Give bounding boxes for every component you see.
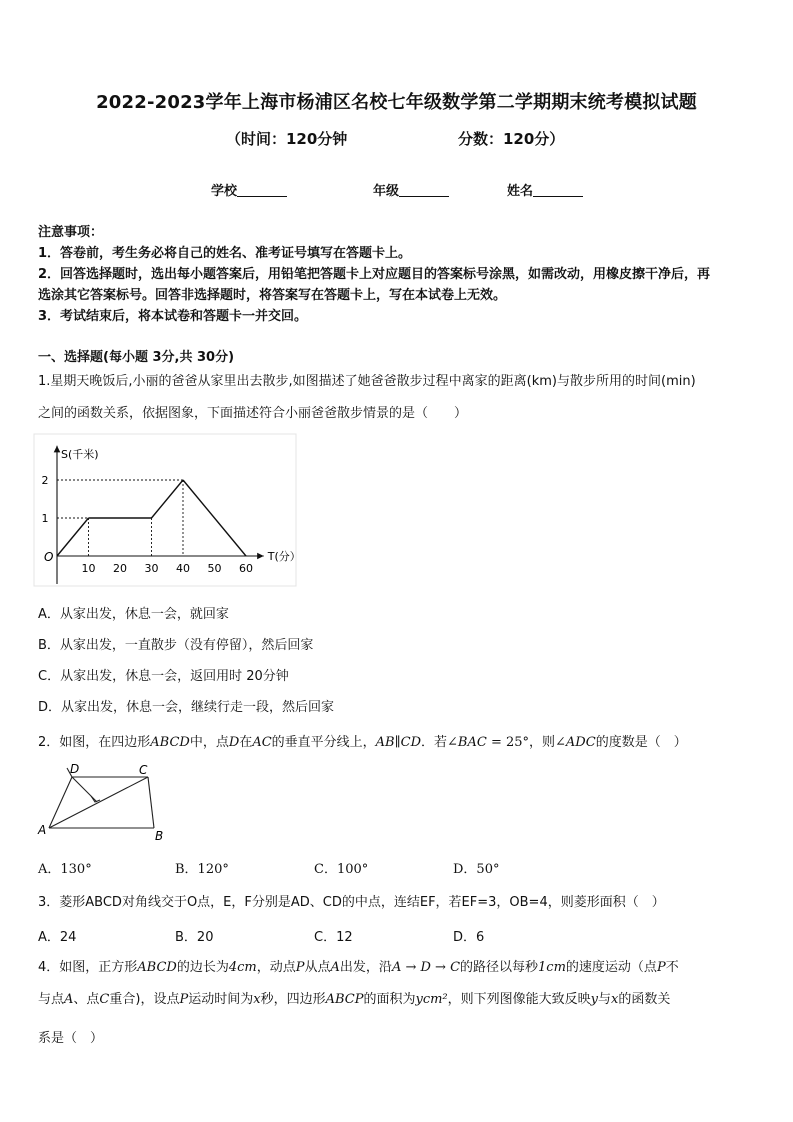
name-field [507, 180, 583, 199]
q4-text-8: 不 [665, 960, 679, 975]
notice-item-2b: 选涂其它答案标号。回答非选择题时，将答案写在答题卡上，写在本试卷上无效。 [38, 288, 507, 303]
section-heading: 一、选择题(每小题 3分,共 30分) [38, 350, 235, 365]
q3-stem: 3．菱形ABCD对角线交于O点，E，F分别是AD、CD的中点，连结EF，若EF=3，OB=4，则菱形面积（ ） [38, 895, 665, 910]
q2-point-d: D [228, 735, 240, 750]
q2-side-ad [49, 777, 72, 828]
q2-option-c[interactable]: C．100° [314, 862, 369, 877]
grade-blank [399, 182, 449, 197]
notice-item-1: 1．答卷前，考生务必将自己的姓名、准考证号填写在答题卡上。 [38, 246, 412, 261]
q4-text-16: 与 [598, 992, 612, 1007]
q4-area-unit: ycm² [415, 992, 448, 1007]
q2-text-2: 中，点 [189, 735, 229, 750]
q2-label-b: B [155, 829, 164, 843]
q4-speed: 1cm [538, 960, 566, 975]
q2-stem [38, 733, 763, 753]
q2-text-3: 在 [239, 735, 253, 750]
q4-text-15: ，则下列图像能大致反映 [447, 992, 591, 1007]
notice-heading: 注意事项： [38, 225, 104, 240]
q1-line1: 1.星期天晚饭后,小丽的爸爸从家里出去散步,如图描述了她爸爸散步过程中离家的距离(km)与散步所用的时间(min) [38, 374, 696, 389]
school-field [211, 180, 287, 199]
q4-text-11: 重合)，设点 [109, 992, 180, 1007]
q4-text-1: 4．如图，正方形 [38, 960, 138, 975]
grade-label: 年级 [373, 184, 400, 199]
name-blank [533, 182, 583, 197]
q3-option-a[interactable]: A．24 [38, 930, 77, 945]
q4-text-9: 与点 [38, 992, 65, 1007]
x-tick-label-20: 20 [113, 562, 127, 575]
q4-line2 [38, 990, 763, 1010]
q4-var-x-2: x [611, 992, 619, 1007]
q4-point-p-2: P [656, 960, 666, 975]
q1-option-a[interactable]: A．从家出发，休息一会，就回家 [38, 607, 229, 622]
q4-point-a: A [330, 960, 340, 975]
q2-ab: AB [375, 735, 395, 750]
q2-cd: CD [400, 735, 422, 750]
q2-text-5: ．若 [421, 735, 448, 750]
q2-option-b[interactable]: B．120° [175, 862, 229, 877]
q4-text-14: 的面积为 [363, 992, 416, 1007]
q4-text-10: 、点 [73, 992, 100, 1007]
x-tick-label-50: 50 [207, 562, 222, 575]
q2-angle-adc: ∠ADC [555, 735, 596, 750]
q4-path: A → D → C [391, 960, 461, 975]
q3-option-d[interactable]: D．6 [453, 930, 485, 945]
x-tick-label-40: 40 [176, 562, 190, 575]
q4-line1 [38, 958, 763, 978]
q2-abcd: ABCD [150, 735, 190, 750]
q4-var-y: y [590, 992, 599, 1007]
name-label: 姓名 [507, 184, 534, 199]
q2-diagonal-ac [49, 777, 148, 828]
school-label: 学校 [211, 184, 238, 199]
series-segment-3 [183, 480, 246, 556]
q4-point-c: C [99, 992, 110, 1007]
grade-field [373, 180, 449, 199]
q2-label-c: C [139, 763, 148, 777]
x-tick-label-60: 60 [239, 562, 253, 575]
q2-text-1: 2．如图，在四边形 [38, 735, 151, 750]
q2-angle-bac: ∠BAC [447, 735, 487, 750]
x-axis-label: T(分） [267, 550, 301, 563]
q4-text-7: 的速度运动（点 [565, 960, 657, 975]
q4-text-3: ，动点 [256, 960, 296, 975]
x-tick-label-10: 10 [81, 562, 96, 575]
y-axis-label: S(千米) [61, 447, 99, 461]
q1-option-d[interactable]: D．从家出发，休息一会，继续行走一段，然后回家 [38, 700, 335, 715]
q1-option-c[interactable]: C．从家出发，休息一会，返回用时 20分钟 [38, 669, 289, 684]
q2-parallel: ∥ [394, 735, 401, 750]
origin-label: O [44, 550, 54, 564]
q2-ac: AC [252, 735, 272, 750]
q2-figure [34, 760, 174, 846]
exam-time: （时间：120分钟 [226, 130, 348, 148]
exam-title: 2022-2023学年上海市杨浦区名校七年级数学第二学期期末统考模拟试题 [96, 92, 697, 113]
y-tick-label-1: 1 [41, 512, 49, 525]
q2-text-4: 的垂直平分线上， [271, 735, 376, 750]
q2-text-6: ，则 [529, 735, 556, 750]
q2-label-a: A [38, 823, 47, 837]
q2-angle-value: = 25° [486, 735, 530, 750]
q4-text-5: 出发，沿 [339, 960, 392, 975]
q4-text-2: 的边长为 [176, 960, 229, 975]
y-tick-label-2: 2 [41, 474, 49, 487]
q4-text-13: 秒，四边形 [260, 992, 326, 1007]
q4-text-17: 的函数关 [618, 992, 671, 1007]
q2-side-cb [148, 777, 154, 828]
series-segment-0 [57, 518, 89, 556]
x-tick-label-30: 30 [144, 562, 159, 575]
q2-text-7: 的度数是（ ） [595, 735, 687, 750]
q4-abcp: ABCP [325, 992, 364, 1007]
series-segment-2 [152, 480, 184, 518]
q4-abcd: ABCD [137, 960, 177, 975]
school-blank [237, 182, 287, 197]
exam-score: 分数：120分） [458, 130, 565, 148]
q1-line2: 之间的函数关系，依据图象，下面描述符合小丽爸爸散步情景的是（ ） [38, 406, 468, 421]
q4-point-p-3: P [179, 992, 189, 1007]
q4-var-x: x [253, 992, 261, 1007]
q4-text-6: 的路径以每秒 [460, 960, 539, 975]
q4-line3: 系是（ ） [38, 1031, 104, 1046]
q2-perpendicular [72, 777, 97, 802]
q2-label-d: D [70, 762, 80, 776]
q2-option-d[interactable]: D．50° [453, 862, 500, 877]
q4-text-4: 从点 [304, 960, 331, 975]
q3-option-b[interactable]: B．20 [175, 930, 214, 945]
q4-point-p: P [295, 960, 305, 975]
q4-point-a-2: A [64, 992, 74, 1007]
q3-option-c[interactable]: C．12 [314, 930, 353, 945]
q4-text-12: 运动时间为 [188, 992, 254, 1007]
notice-item-2a: 2．回答选择题时，选出每小题答案后，用铅笔把答题卡上对应题目的答案标号涂黑，如需改动，用橡皮擦干净后，再 [38, 267, 711, 282]
q4-side-length: 4cm [228, 960, 257, 975]
q1-option-b[interactable]: B．从家出发，一直散步（没有停留），然后回家 [38, 638, 314, 653]
notice-item-3: 3．考试结束后，将本试卷和答题卡一并交回。 [38, 309, 308, 324]
notice-block [38, 222, 763, 327]
q1-graph [30, 432, 320, 592]
q2-option-a[interactable]: A．130° [38, 862, 92, 877]
